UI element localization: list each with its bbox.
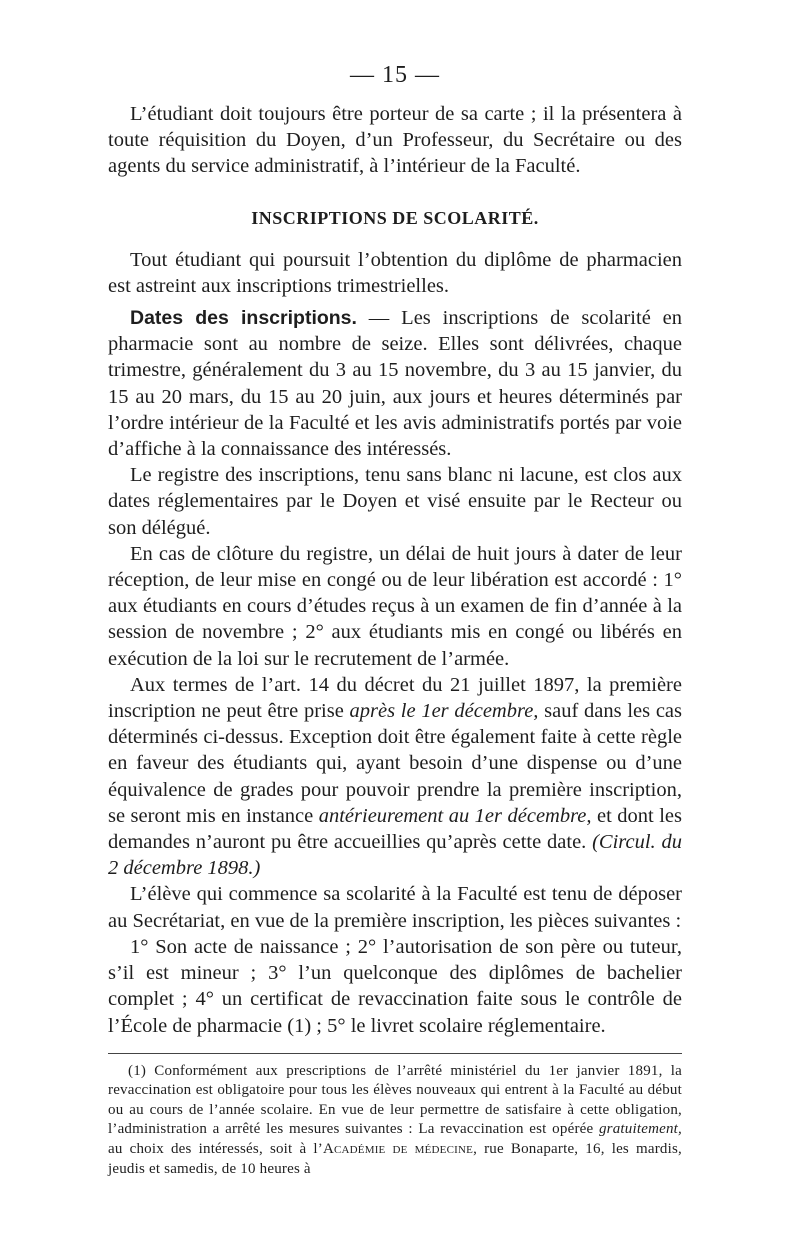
intro-paragraph: L’étudiant doit toujours être porteur de sa carte ; il la présentera à toute réquisition du Doyen, d’un Professeur, du Secrétaire ou des agents du service administratif, à l’intérieur de la Faculté. [108, 103, 682, 178]
article-text-2: sauf dans les cas déterminés ci-dessus. Exception doit être également faite à cette règle en faveur des étudiants qui, ayant besoin d’une dispense ou d’une équivalence de grades pour pouvoir prendre la première inscription, se seront mis en instance [108, 700, 682, 827]
article-citation: (Circul. du 2 décembre 1898.) [108, 831, 682, 880]
page-number: — 15 — [350, 62, 440, 88]
footnote-text-3: rue Bonaparte, 16, les mardis, jeudis et samedis, de 10 heures à [108, 1141, 682, 1177]
footnote [108, 1062, 682, 1180]
section-heading: INSCRIPTIONS DE SCOLARITÉ. [251, 207, 539, 228]
footnote-emphasis: gratuitement, [598, 1121, 682, 1138]
footnote-divider [108, 1053, 682, 1054]
dates-lead: Dates des inscriptions. [130, 307, 357, 330]
article-emphasis-1: après le 1er décembre, [349, 700, 539, 723]
article-emphasis-2: antérieurement au 1er décembre, [318, 804, 592, 827]
footnote-text-2: au choix des intéressés, soit à l’ [108, 1141, 323, 1158]
article-text-3: et dont les demandes n’auront pu être accueillies qu’après cette date. [108, 804, 683, 854]
dates-text: — Les inscriptions de scolarité en pharmacie sont au nombre de seize. Elles sont délivrées, chaque trimestre, généralement du 3 au 15 novembre, du 3 au 15 janvier, du 15 au 20 mars, du 15 au 20 juin, aux jours et heures déterminés par l’ordre intérieur de la Faculté et les avis administratifs portés par voie d’affiche à la connaissance des intéressés. [108, 307, 682, 461]
footnote-text-1: (1) Conformément aux prescriptions de l’arrêté ministériel du 1er janvier 1891, la revaccination est obligatoire pour tous les élèves nouveaux qui entrent à la Faculté au début ou au cours de l’année scolaire. En vue de leur permettre de satisfaire à cette obligation, l’administration a arrêté les mesures suivantes : La revaccination est opérée [108, 1062, 682, 1138]
registre-paragraph: Le registre des inscriptions, tenu sans blanc ni lacune, est clos aux dates réglementaires par le Doyen et visé ensuite par le Recteur ou son délégué. [108, 464, 682, 539]
dates-paragraph [108, 305, 682, 462]
cloture-paragraph: En cas de clôture du registre, un délai de huit jours à dater de leur réception, de leur mise en congé ou de leur libération est accordé : 1° aux étudiants en cours d’études reçus à un examen de fin d’année à la session de novembre ; 2° aux étudiants mis en congé ou libérés en exécution de la loi sur le recrutement de l’armée. [108, 542, 682, 670]
section-intro-paragraph: Tout étudiant qui poursuit l’obtention du diplôme de pharmacien est astreint aux inscriptions trimestrielles. [108, 248, 682, 297]
article-paragraph [108, 672, 682, 882]
eleve-paragraph: L’élève qui commence sa scolarité à la Faculté est tenu de déposer au Secrétariat, en vue de la première inscription, les pièces suivantes : [108, 883, 682, 932]
footnote-smallcaps: Académie de médecine, [322, 1141, 478, 1158]
footnote-paragraph [108, 1062, 682, 1180]
article-text-1: Aux termes de l’art. 14 du décret du 21 juillet 1897, la première inscription ne peut être prise [108, 673, 682, 723]
pieces-paragraph: 1° Son acte de naissance ; 2° l’autorisation de son père ou tuteur, s’il est mineur ; 3° l’un quelconque des diplômes de bachelier complet ; 4° un certificat de revaccination faite sous le contrôle de l’École de pharmacie (1) ; 5° le livret scolaire réglementaire. [108, 935, 682, 1037]
